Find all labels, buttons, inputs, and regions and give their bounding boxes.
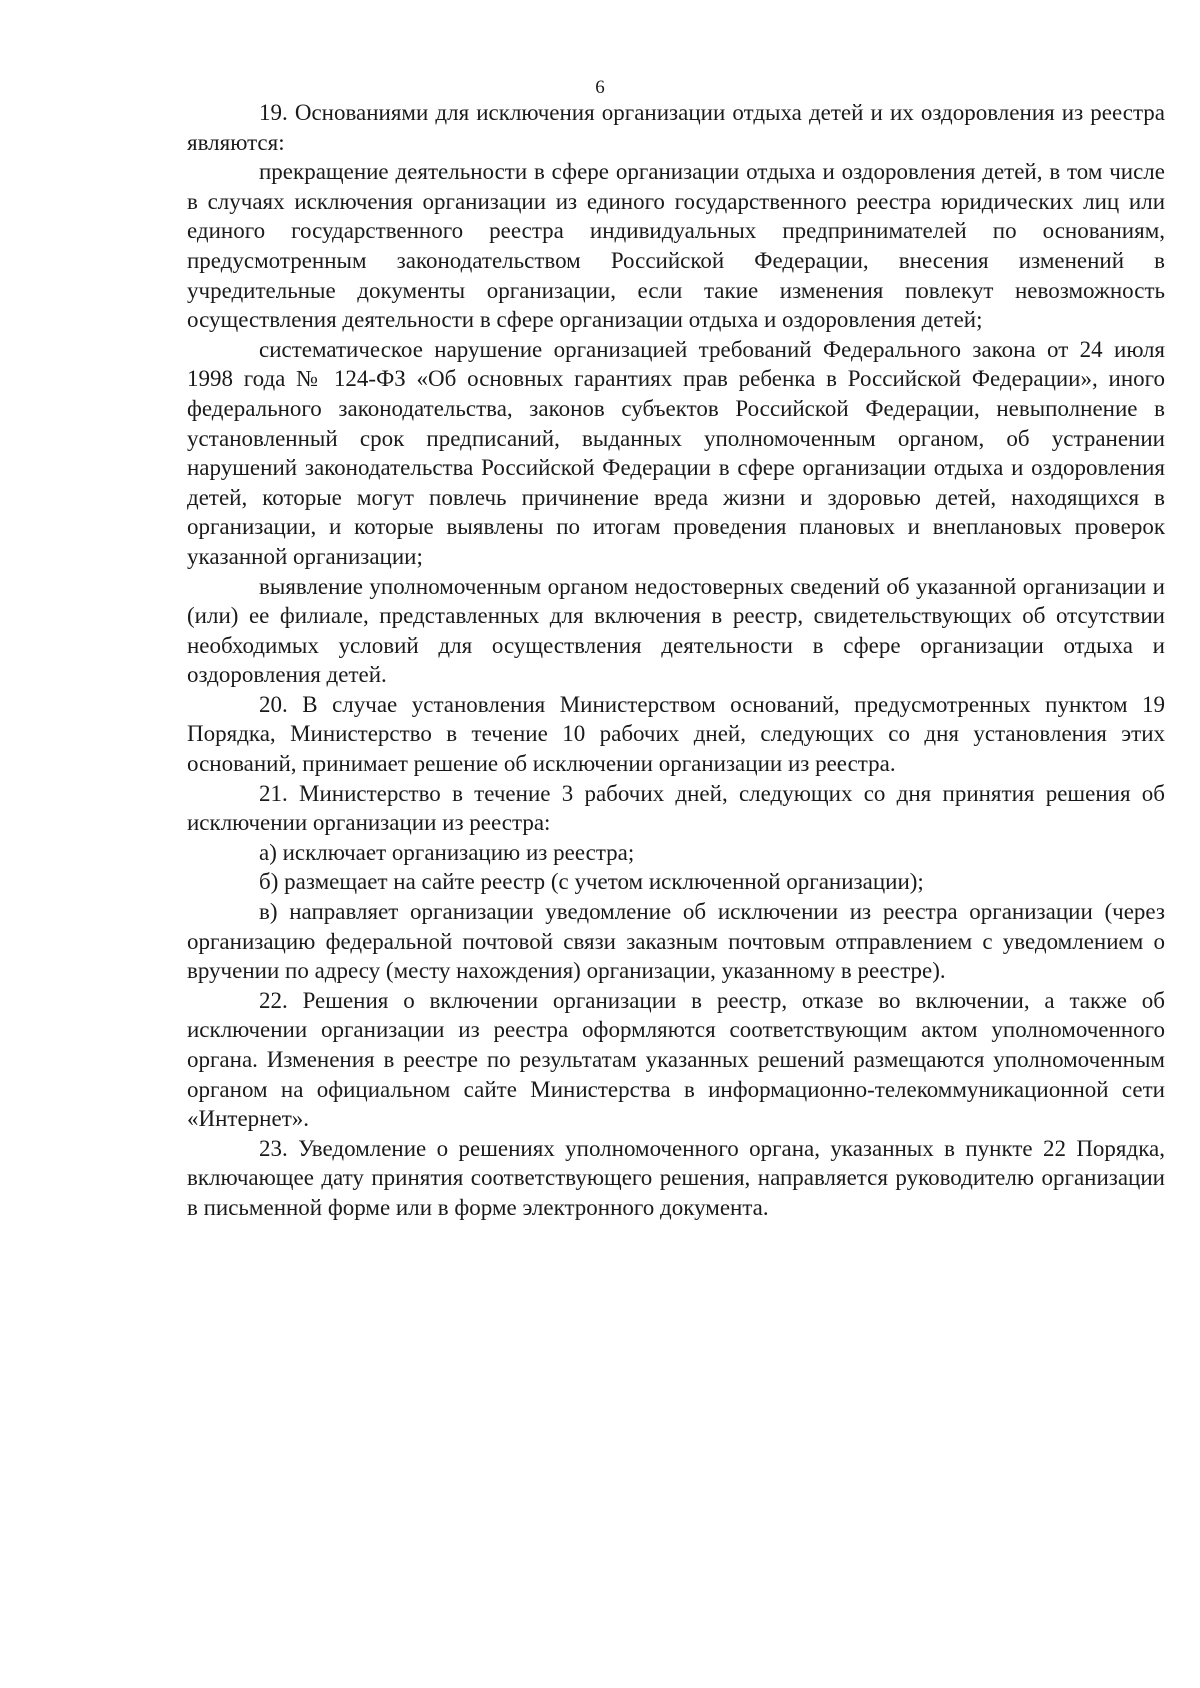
- paragraph-19-ground-termination: прекращение деятельности в сфере организации отдыха и оздоровления детей, в том числе в случаях исключения организации из единого государственного реестра юридических лиц или единого государственного реестра индивидуальных предпринимателей по основаниям, предусмотренным законодательством Российской Федерации, внесения изменений в учредительные документы организации, если такие изменения повлекут невозможность осуществления деятельности в сфере организации отдыха и оздоровления детей;: [187, 159, 1165, 333]
- document-body: [187, 98, 1165, 1223]
- paragraph-21-item-a: а) исключает организацию из реестра;: [259, 839, 635, 865]
- paragraph-21-item-b: б) размещает на сайте реестр (с учетом исключенной организации);: [259, 869, 924, 895]
- paragraph-22: 22. Решения о включении организации в реестр, отказе во включении, а также об исключении организации из реестра оформляются соответствующим актом уполномоченного органа. Изменения в реестре по результатам указанных решений размещаются уполномоченным органом на официальном сайте Министерства в информационно-телекоммуникационной сети «Интернет».: [187, 987, 1165, 1132]
- page-number: 6: [595, 77, 605, 98]
- paragraph-21-item-c: в) направляет организации уведомление об исключении из реестра организации (через организацию федеральной почтовой связи заказным почтовым отправлением с уведомлением о вручении по адресу (месту нахождения) организации, указанному в реестре).: [187, 899, 1165, 984]
- paragraph-20: 20. В случае установления Министерством оснований, предусмотренных пунктом 19 Порядка, Министерство в течение 10 рабочих дней, следующих со дня установления этих оснований, принимает решение об исключении организации из реестра.: [187, 691, 1165, 777]
- paragraph-19-ground-violations: систематическое нарушение организацией требований Федерального закона от 24 июля 1998 года № 124-ФЗ «Об основных гарантиях прав ребенка в Российской Федерации», иного федерального законодательства, законов субъектов Российской Федерации, невыполнение в установленный срок предписаний, выданных уполномоченным органом, об устранении нарушений законодательства Российской Федерации в сфере организации отдыха и оздоровления детей, которые могут повлечь причинение вреда жизни и здоровью детей, находящихся в организации, и которые выявлены по итогам проведения плановых и внеплановых проверок указанной организации;: [187, 336, 1165, 569]
- paragraph-19-ground-false-info: выявление уполномоченным органом недостоверных сведений об указанной организации и (или) ее филиале, представленных для включения в реестр, свидетельствующих об отсутствии необходимых условий для осуществления деятельности в сфере организации отдыха и оздоровления детей.: [187, 573, 1165, 688]
- paragraph-19: 19. Основаниями для исключения организации отдыха детей и их оздоровления из реестра являются:: [187, 100, 1165, 155]
- paragraph-21: 21. Министерство в течение 3 рабочих дней, следующих со дня принятия решения об исключении организации из реестра:: [187, 780, 1165, 836]
- paragraph-23: 23. Уведомление о решениях уполномоченного органа, указанных в пункте 22 Порядка, включающее дату принятия соответствующего решения, направляется руководителю организации в письменной форме или в форме электронного документа.: [187, 1135, 1165, 1220]
